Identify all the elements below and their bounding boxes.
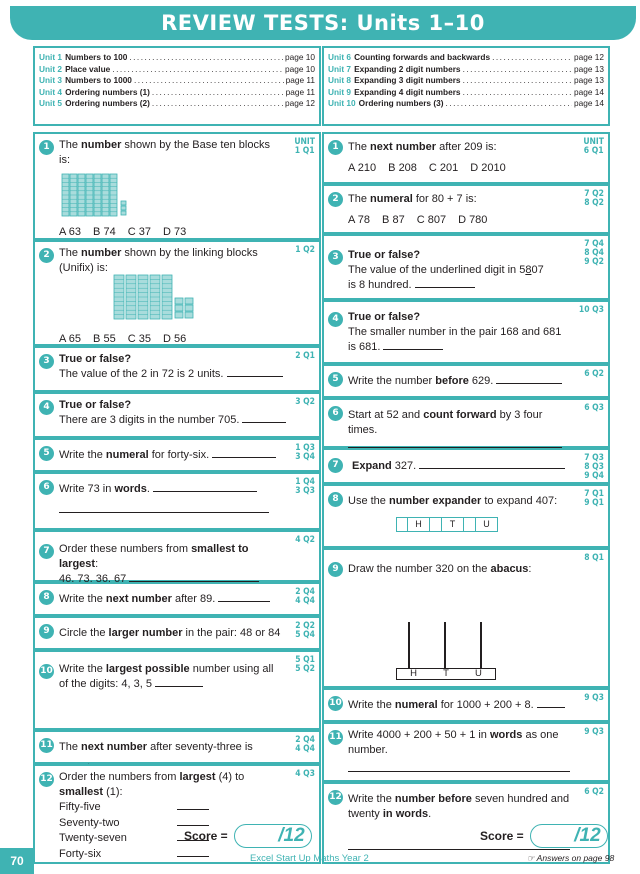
question-text: The value of the underlined digit in 5807 [348, 264, 544, 276]
abacus-label-h: H [410, 668, 417, 679]
expander-cell-u[interactable]: U [476, 517, 498, 532]
question-number: 2 [328, 192, 343, 207]
unifix-cube [185, 312, 193, 318]
unit-ref: 1 Q2 [295, 245, 315, 255]
answers-reference: ☞ Answers on page 98 [527, 853, 615, 863]
score-box[interactable]: /12 [234, 824, 312, 848]
unit-entry: Unit 8 Expanding 3 digit numbers ..... page 13 [328, 75, 604, 87]
question-number: 4 [328, 312, 343, 327]
options[interactable]: A 65 B 55 C 35 D 56 [59, 333, 187, 345]
book-title: Excel Start Up Maths Year 2 [250, 853, 369, 864]
question-number: 9 [39, 624, 54, 639]
answer-blank[interactable] [212, 448, 276, 458]
question-right-10 [322, 688, 610, 722]
question-number: 4 [39, 400, 54, 415]
question-number: 1 [39, 140, 54, 155]
number-list: 46, 73, 36, 67 [59, 573, 127, 585]
question-right-1 [322, 132, 610, 184]
unit-entry: Unit 3 Numbers to 1000 ..... page 11 [39, 75, 315, 87]
page-title: REVIEW TESTS: Units 1–10 [161, 11, 485, 35]
question-number: 11 [39, 738, 54, 753]
question-text: Circle the larger number in the pair: 48 or 84 [59, 627, 281, 639]
number-expander [396, 517, 604, 532]
question-number: 10 [39, 664, 54, 679]
unit-ref: 8 Q1 [584, 553, 604, 563]
unit-ref: UNIT 1 Q1 [294, 137, 315, 156]
question-number: 7 [39, 544, 54, 559]
unifix-cube [175, 312, 183, 318]
expander-cell-t[interactable]: T [442, 517, 464, 532]
question-left-4 [33, 392, 321, 438]
answer-blank[interactable] [242, 413, 286, 423]
base-ten-blocks [61, 173, 131, 217]
question-text: Start at 52 and count forward by 3 four times. [348, 409, 543, 436]
question-text: Write 73 in words. [59, 478, 315, 497]
answer-blank[interactable] [537, 698, 565, 708]
question-text: Write the number before seven hundred and twenty in words. [348, 793, 570, 820]
expander-cell-h[interactable]: H [408, 517, 430, 532]
answer-line[interactable] [348, 758, 570, 772]
question-left-7 [33, 530, 321, 585]
question-left-5 [33, 438, 321, 472]
abacus[interactable] [396, 622, 496, 678]
answer-line[interactable] [348, 438, 562, 448]
unit-ref: 6 Q2 [584, 369, 604, 379]
options[interactable]: A 78 B 87 C 807 D 780 [348, 214, 488, 226]
question-right-5 [322, 364, 610, 398]
unit-cube [121, 201, 126, 205]
abacus-label-u: U [475, 668, 482, 679]
unit-entry: Unit 9 Expanding 4 digit numbers ..... page 14 [328, 87, 604, 99]
question-text-2: is 681. [348, 341, 381, 353]
unit-ref: 4 Q3 [295, 769, 315, 779]
order-item: Seventy-two [59, 816, 209, 832]
score-right: Score = /12 [480, 824, 608, 848]
question-left-1 [33, 132, 321, 240]
unit-ref: 3 Q2 [295, 397, 315, 407]
question-left-6 [33, 472, 321, 530]
question-text: The number shown by the linking blocks (Unifix) is: [59, 247, 258, 274]
question-number: 9 [328, 562, 343, 577]
question-heading: True or false? [59, 353, 132, 365]
abacus-label-t: T [443, 668, 449, 679]
options[interactable]: A 210 B 208 C 201 D 2010 [348, 162, 506, 174]
unit-ref: 10 Q3 [578, 305, 604, 315]
question-number: 8 [328, 492, 343, 507]
unit-entry: Unit 7 Expanding 2 digit numbers ..... page 13 [328, 64, 604, 76]
unit-ref: 7 Q4 8 Q4 9 Q2 [584, 239, 604, 267]
pointer-icon: ☞ [527, 853, 537, 863]
unit-ref: 9 Q3 [584, 693, 604, 703]
answer-blank[interactable] [383, 340, 443, 350]
question-number: 1 [328, 140, 343, 155]
answer-blank[interactable] [419, 459, 565, 469]
order-item: Twenty-seven [59, 831, 209, 847]
answer-blank[interactable] [129, 572, 259, 582]
question-text: Write the largest possible number using all of the digits: 4, 3, 5 [59, 663, 274, 690]
question-left-12 [33, 764, 321, 864]
question-text: Write the numeral for 1000 + 200 + 8. [348, 694, 604, 713]
units-list-right [322, 46, 610, 126]
unit-ref: 1 Q4 3 Q3 [295, 477, 315, 496]
unit-entry: Unit 2 Place value ..... page 10 [39, 64, 315, 76]
question-left-2 [33, 240, 321, 346]
question-text: Order these numbers from smallest to largest: [59, 543, 249, 570]
question-left-11 [33, 730, 321, 768]
question-heading: True or false? [59, 399, 132, 411]
question-right-6 [322, 398, 610, 448]
answer-blank[interactable] [496, 374, 562, 384]
question-number: 6 [39, 480, 54, 495]
unit-ref: 7 Q3 8 Q3 9 Q4 [584, 453, 604, 481]
question-text: Draw the number 320 on the abacus: [348, 563, 532, 575]
question-text: The next number after 209 is: [348, 141, 497, 153]
question-text: The smaller number in the pair 168 and 681 [348, 326, 562, 338]
question-right-3 [322, 234, 610, 300]
unit-cube [121, 206, 126, 210]
question-text-2: is 8 hundred. [348, 279, 412, 291]
question-number: 6 [328, 406, 343, 421]
unit-entry: Unit 1 Numbers to 100 ..... page 10 [39, 52, 315, 64]
answer-blank[interactable] [415, 278, 475, 288]
question-text: The numeral for 80 + 7 is: [348, 193, 477, 205]
question-left-3 [33, 346, 321, 392]
question-left-8 [33, 582, 321, 616]
question-text: Write the number before 629. [348, 370, 604, 389]
question-number: 3 [39, 354, 54, 369]
question-text: The value of the 2 in 72 is 2 units. [59, 368, 224, 380]
question-text: Order the numbers from largest (4) to smallest (1): [59, 771, 245, 798]
question-number: 7 [328, 458, 343, 473]
unit-ref: 4 Q2 [295, 535, 315, 545]
question-right-9 [322, 548, 610, 688]
options[interactable]: A 63 B 74 C 37 D 73 [59, 226, 187, 238]
question-text: Write 4000 + 200 + 50 + 1 in words as one number. [348, 729, 559, 756]
question-number: 5 [328, 372, 343, 387]
order-item: Forty-six [59, 847, 209, 863]
question-right-11 [322, 722, 610, 782]
question-text: Use the number expander to expand 407: [348, 495, 558, 507]
answer-blank[interactable] [177, 847, 209, 857]
question-text: There are 3 digits in the number 705. [59, 414, 240, 426]
unit-ref: 2 Q1 [295, 351, 315, 361]
unit-ref: 2 Q4 4 Q4 [295, 587, 315, 606]
question-number: 3 [328, 250, 343, 265]
unifix-cube [185, 298, 193, 304]
question-number: 10 [328, 696, 343, 711]
title-banner [10, 6, 636, 40]
question-number: 12 [39, 772, 54, 787]
answer-blank[interactable] [177, 800, 209, 810]
unit-ref: 2 Q4 4 Q4 [295, 735, 315, 754]
question-text: The next number after seventy-three is . [59, 741, 253, 768]
unifix-cube [185, 305, 193, 311]
question-left-10 [33, 650, 321, 730]
unit-entry: Unit 6 Counting forwards and backwards ..... page 12 [328, 52, 604, 64]
question-number: 2 [39, 248, 54, 263]
unifix-cube [175, 305, 183, 311]
question-number: 11 [328, 730, 343, 745]
unit-ref: 9 Q3 [584, 727, 604, 737]
question-right-7 [322, 448, 610, 484]
unit-ref: 7 Q1 9 Q1 [584, 489, 604, 508]
question-heading: True or false? [348, 311, 421, 323]
order-item: Fifty-five [59, 800, 209, 816]
answer-line[interactable] [59, 497, 269, 513]
unit-entry: Unit 5 Ordering numbers (2) ..... page 12 [39, 98, 315, 110]
answer-blank[interactable] [227, 367, 283, 377]
unit-cube [121, 211, 126, 215]
unit-entry: Unit 4 Ordering numbers (1) ..... page 11 [39, 87, 315, 99]
question-number: 5 [39, 446, 54, 461]
unit-ref: 6 Q2 [584, 787, 604, 797]
unit-ref: 1 Q3 3 Q4 [295, 443, 315, 462]
question-number: 12 [328, 790, 343, 805]
page-number: 70 [0, 848, 34, 874]
unifix-cube [175, 298, 183, 304]
question-right-8 [322, 484, 610, 548]
unit-ref: 7 Q2 8 Q2 [584, 189, 604, 208]
question-right-4 [322, 300, 610, 364]
unit-ref: 5 Q1 5 Q2 [295, 655, 315, 674]
question-text: Write the numeral for forty-six. [59, 444, 315, 463]
unit-entry: Unit 10 Ordering numbers (3) ..... page 14 [328, 98, 604, 110]
score-left: Score = /12 [184, 824, 312, 848]
question-number: 8 [39, 590, 54, 605]
question-right-12 [322, 782, 610, 864]
score-box[interactable]: /12 [530, 824, 608, 848]
unit-ref: 2 Q2 5 Q4 [295, 621, 315, 640]
question-heading: True or false? [348, 249, 421, 261]
unifix-blocks [113, 274, 203, 320]
answer-blank[interactable] [218, 592, 270, 602]
unit-ref: 6 Q3 [584, 403, 604, 413]
question-text: The number shown by the Base ten blocks is: [59, 139, 270, 166]
answer-blank[interactable] [155, 677, 203, 687]
unit-ref: UNIT 6 Q1 [583, 137, 604, 156]
units-list-left [33, 46, 321, 126]
answer-blank[interactable] [153, 482, 257, 492]
question-text: Expand 327. [348, 454, 604, 474]
question-text: Write the next number after 89. [59, 588, 315, 607]
question-right-2 [322, 184, 610, 234]
question-left-9 [33, 616, 321, 650]
